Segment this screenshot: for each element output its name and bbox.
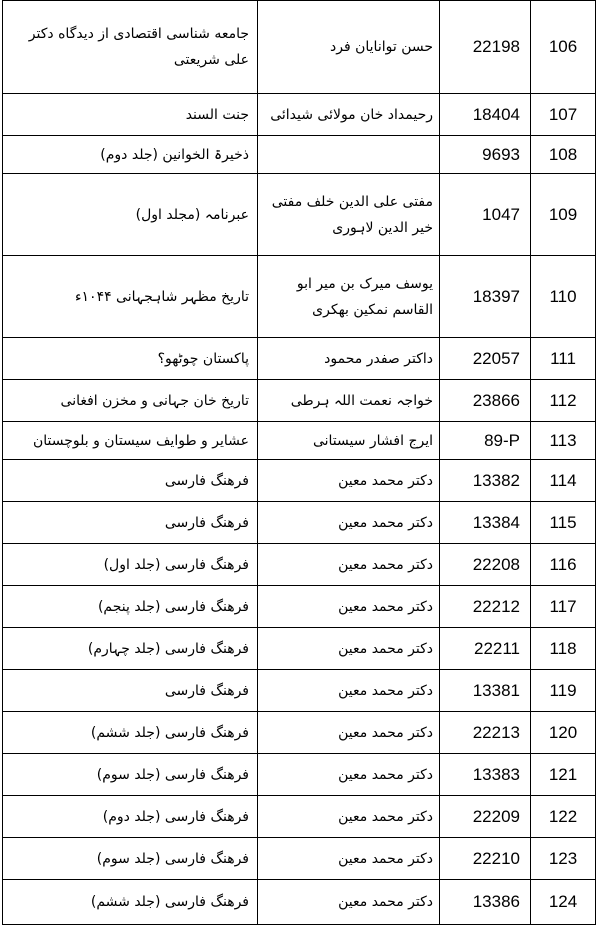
accession-number-cell: 9693 <box>440 136 531 174</box>
title-cell: فرھنگ فارسی (جلد دوم) <box>3 796 258 838</box>
table-row <box>3 544 596 586</box>
accession-number-cell: 13386 <box>440 880 531 925</box>
serial-number-cell: 109 <box>531 174 596 256</box>
accession-number-cell: 13382 <box>440 460 531 502</box>
author-cell: دکتر محمد معین <box>258 460 440 502</box>
serial-number-cell: 113 <box>531 422 596 460</box>
table-row <box>3 422 596 460</box>
title-cell: جامعه شناسی اقتصادی از دیدگاه دکتر علی شریعتی <box>3 1 258 94</box>
accession-number-cell: 18404 <box>440 94 531 136</box>
accession-number-cell: 22212 <box>440 586 531 628</box>
table-row <box>3 712 596 754</box>
author-cell: ایرج افشار سیستانی <box>258 422 440 460</box>
table-row <box>3 670 596 712</box>
table-row <box>3 338 596 380</box>
table-row <box>3 1 596 94</box>
accession-number-cell: 13384 <box>440 502 531 544</box>
accession-number-cell: 18397 <box>440 256 531 338</box>
title-cell: فرھنگ فارسی (جلد سوم) <box>3 838 258 880</box>
title-cell: جنت السند <box>3 94 258 136</box>
serial-number-cell: 118 <box>531 628 596 670</box>
author-cell: دکتر محمد معین <box>258 670 440 712</box>
author-cell: حسن توانایان فرد <box>258 1 440 94</box>
serial-number-cell: 111 <box>531 338 596 380</box>
title-cell: فرھنگ فارسی (جلد ششم) <box>3 712 258 754</box>
table-row <box>3 754 596 796</box>
accession-number-cell: 22213 <box>440 712 531 754</box>
accession-number-cell: 13381 <box>440 670 531 712</box>
author-cell: دکتر محمد معین <box>258 586 440 628</box>
author-cell: دکتر محمد معین <box>258 628 440 670</box>
table-row <box>3 628 596 670</box>
accession-number-cell: 22208 <box>440 544 531 586</box>
title-cell: فرھنگ فارسی (جلد چہارم) <box>3 628 258 670</box>
title-cell: فرھنگ فارسی (جلد پنجم) <box>3 586 258 628</box>
author-cell: دکتر محمد معین <box>258 502 440 544</box>
author-cell: رحیمداد خان مولائی شیدائی <box>258 94 440 136</box>
title-cell: فرھنگ فارسی (جلد اول) <box>3 544 258 586</box>
title-cell: عشایر و طوایف سیستان و بلوچستان <box>3 422 258 460</box>
accession-number-cell: 22057 <box>440 338 531 380</box>
author-cell: دکتر محمد معین <box>258 712 440 754</box>
table-row <box>3 136 596 174</box>
title-cell: فرھنگ فارسی <box>3 502 258 544</box>
title-cell: فرھنگ فارسی (جلد سوم) <box>3 754 258 796</box>
catalog-table <box>2 0 596 925</box>
serial-number-cell: 108 <box>531 136 596 174</box>
accession-number-cell: 22210 <box>440 838 531 880</box>
author-cell: داکتر صفدر محمود <box>258 338 440 380</box>
serial-number-cell: 123 <box>531 838 596 880</box>
serial-number-cell: 115 <box>531 502 596 544</box>
serial-number-cell: 114 <box>531 460 596 502</box>
title-cell: عبرنامہ (مجلد اول) <box>3 174 258 256</box>
author-cell: دکتر محمد معین <box>258 544 440 586</box>
table-row <box>3 502 596 544</box>
author-cell: مفتی علی الدین خلف مفتی خیر الدین لاہوری <box>258 174 440 256</box>
table-row <box>3 174 596 256</box>
serial-number-cell: 122 <box>531 796 596 838</box>
author-cell <box>258 136 440 174</box>
title-cell: پاکستان چوٹھو؟ <box>3 338 258 380</box>
table-row <box>3 460 596 502</box>
accession-number-cell: 1047 <box>440 174 531 256</box>
serial-number-cell: 117 <box>531 586 596 628</box>
accession-number-cell: 22209 <box>440 796 531 838</box>
table-row <box>3 880 596 925</box>
serial-number-cell: 110 <box>531 256 596 338</box>
serial-number-cell: 116 <box>531 544 596 586</box>
author-cell: دکتر محمد معین <box>258 754 440 796</box>
serial-number-cell: 121 <box>531 754 596 796</box>
title-cell: تاریخ خان جہانی و مخزن افغانی <box>3 380 258 422</box>
serial-number-cell: 106 <box>531 1 596 94</box>
accession-number-cell: 22211 <box>440 628 531 670</box>
title-cell: ذخیرۃ الخوانین (جلد دوم) <box>3 136 258 174</box>
table-row <box>3 380 596 422</box>
author-cell: یوسف میرک بن میر ابو القاسم نمکین بھکری <box>258 256 440 338</box>
serial-number-cell: 120 <box>531 712 596 754</box>
author-cell: دکتر محمد معین <box>258 880 440 925</box>
author-cell: دکتر محمد معین <box>258 796 440 838</box>
author-cell: خواجہ نعمت اللہ ہرطی <box>258 380 440 422</box>
title-cell: تاریخ مظہر شاہجہانی ۱۰۴۴ء <box>3 256 258 338</box>
title-cell: فرھنگ فارسی (جلد ششم) <box>3 880 258 925</box>
serial-number-cell: 112 <box>531 380 596 422</box>
serial-number-cell: 124 <box>531 880 596 925</box>
accession-number-cell: 89-P <box>440 422 531 460</box>
title-cell: فرھنگ فارسی <box>3 670 258 712</box>
accession-number-cell: 13383 <box>440 754 531 796</box>
catalog-table-body <box>3 1 596 925</box>
title-cell: فرھنگ فارسی <box>3 460 258 502</box>
table-row <box>3 94 596 136</box>
table-row <box>3 796 596 838</box>
table-row <box>3 586 596 628</box>
table-row <box>3 838 596 880</box>
serial-number-cell: 119 <box>531 670 596 712</box>
serial-number-cell: 107 <box>531 94 596 136</box>
author-cell: دکتر محمد معین <box>258 838 440 880</box>
table-row <box>3 256 596 338</box>
accession-number-cell: 23866 <box>440 380 531 422</box>
accession-number-cell: 22198 <box>440 1 531 94</box>
